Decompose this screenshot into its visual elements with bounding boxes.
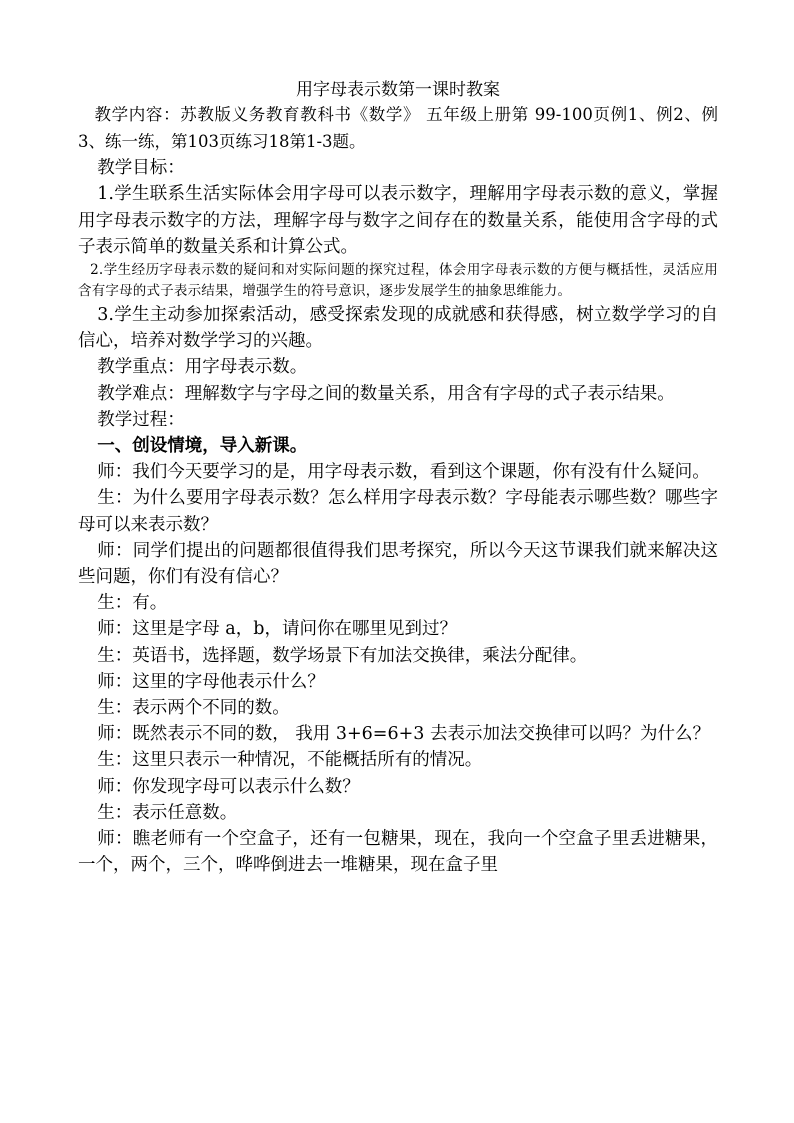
dialogue-line: 生：这里只表示一种情况，不能概括所有的情况。 [97, 750, 483, 771]
dialogue-line: 生：英语书，选择题，数学场景下有加法交换律，乘法分配律。 [97, 645, 588, 666]
document-page [78, 78, 718, 878]
document-title: 用字母表示数第一课时教案 [296, 80, 500, 100]
process-heading: 教学过程： [97, 409, 185, 430]
dialogue-line: 师：同学们提出的问题都很值得我们思考探究，所以今天这节课我们就来解决这些问题，你们有没有信心？ [78, 540, 718, 588]
dialogue-line: 师：瞧老师有一个空盒子，还有一包糖果，现在，我向一个空盒子里丢进糖果，一个，两个，三个，哗哗倒进去一堆糖果，现在盒子里 [78, 829, 718, 876]
dialogue-line: 生：表示任意数。 [97, 802, 238, 823]
objectives-heading: 教学目标： [97, 158, 185, 179]
dialogue-line: 生：表示两个不同的数。 [97, 698, 290, 719]
dialogue-line: 师：这里是字母 a，b，请问你在哪里见到过？ [97, 619, 457, 640]
objective-2: 2.学生经历字母表示数的疑问和对实际问题的探究过程，体会用字母表示数的方便与概括性，灵活应用含有字母的式子表示结果，增强学生的符号意识，逐步发展学生的抽象思维能力。 [78, 262, 718, 299]
key-point: 教学重点：用字母表示数。 [97, 357, 308, 378]
dialogue-line: 师：这里的字母他表示什么？ [97, 671, 325, 692]
objective-1: 1.学生联系生活实际体会用字母可以表示数字，理解用字母表示数的意义，掌握用字母表示数字的方法，理解字母与数字之间存在的数量关系，能使用含字母的式子表示简单的数量关系和计算公式。 [78, 184, 718, 257]
section-heading-1: 一、创设情境，导入新课。 [97, 436, 308, 457]
dialogue-line: 师：你发现字母可以表示什么数？ [97, 776, 360, 797]
dialogue-line: 师：我们今天要学习的是，用字母表示数，看到这个课题，你有没有什么疑问。 [97, 462, 710, 483]
difficult-point: 教学难点：理解数字与字母之间的数量关系，用含有字母的式子表示结果。 [97, 383, 675, 404]
dialogue-line: 生：为什么要用字母表示数？怎么样用字母表示数？字母能表示哪些数？哪些字母可以来表示数？ [78, 488, 718, 535]
dialogue-line: 师：既然表示不同的数， 我用 3+6=6+3 去表示加法交换律可以吗？为什么？ [97, 724, 710, 745]
objective-3: 3.学生主动参加探索活动，感受探索发现的成就感和获得感，树立数学学习的自信心，培养对数学学习的兴趣。 [78, 305, 718, 352]
dialogue-line: 生：有。 [97, 593, 168, 614]
teaching-content: 教学内容：苏教版义务教育教科书《数学》 五年级上册第 99-100页例1、例2、例3、练一练，第103页练习18第1-3题。 [78, 105, 718, 151]
